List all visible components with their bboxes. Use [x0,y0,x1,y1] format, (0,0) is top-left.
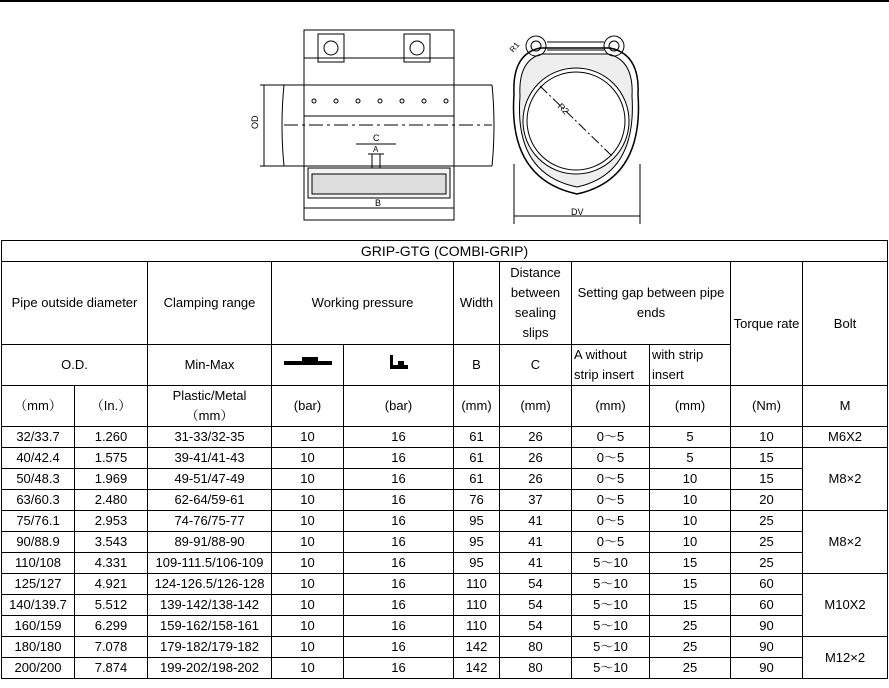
cell-c: 26 [500,448,572,469]
unit-in: （In.） [75,386,148,427]
rivet-row [312,99,448,103]
sub-gap-a: A without strip insert [572,345,650,386]
cell-range: 39-41/41-43 [148,448,272,469]
dv-label: DV [571,207,584,217]
cell-p2: 16 [344,658,454,679]
cell-in: 4.331 [75,553,148,574]
cell-c: 41 [500,553,572,574]
cell-range: 199-202/198-202 [148,658,272,679]
cell-p2: 16 [344,595,454,616]
cell-mm: 140/139.7 [2,595,75,616]
cell-b: 110 [454,616,500,637]
cell-gb: 25 [650,658,731,679]
cell-b: 142 [454,637,500,658]
cell-c: 80 [500,637,572,658]
unit-bolt-m: M [803,386,888,427]
cell-mm: 32/33.7 [2,427,75,448]
cell-t: 60 [731,595,803,616]
cell-p2: 16 [344,616,454,637]
cell-gb: 10 [650,511,731,532]
cell-t: 25 [731,553,803,574]
cell-gb: 10 [650,490,731,511]
cell-gb: 25 [650,637,731,658]
cell-c: 54 [500,595,572,616]
pressure-plastic-icon [272,345,344,386]
pressure-metal-icon [344,345,454,386]
cell-range: 62-64/59-61 [148,490,272,511]
sub-b: B [454,345,500,386]
cell-in: 1.969 [75,469,148,490]
cell-c: 26 [500,469,572,490]
cell-gb: 15 [650,553,731,574]
table-row [2,511,888,532]
cell-mm: 75/76.1 [2,511,75,532]
cell-ga: 5～10 [572,553,650,574]
cell-in: 5.512 [75,595,148,616]
header-width: Width [454,262,500,345]
cell-c: 41 [500,532,572,553]
cell-mm: 90/88.9 [2,532,75,553]
table-row [2,532,888,553]
cell-t: 10 [731,427,803,448]
table-row [2,553,888,574]
table-row [2,616,888,637]
unit-mm: （mm） [2,386,75,427]
cell-t: 90 [731,637,803,658]
cell-b: 142 [454,658,500,679]
cell-range: 74-76/75-77 [148,511,272,532]
cell-p1: 10 [272,469,344,490]
cell-range: 49-51/47-49 [148,469,272,490]
cell-p2: 16 [344,469,454,490]
cell-mm: 110/108 [2,553,75,574]
cell-t: 90 [731,616,803,637]
cell-range: 179-182/179-182 [148,637,272,658]
cell-p2: 16 [344,532,454,553]
cell-bolt: M6X2 [803,427,888,448]
unit-bar-2: (bar) [344,386,454,427]
cell-p2: 16 [344,448,454,469]
cell-bolt: M8×2 [803,448,888,511]
cell-range: 109-111.5/106-109 [148,553,272,574]
unit-width-mm: (mm) [454,386,500,427]
a-label: A [373,145,379,154]
unit-gap-a-mm: (mm) [572,386,650,427]
header-bolt: Bolt [803,262,888,386]
cell-b: 110 [454,595,500,616]
cell-in: 7.078 [75,637,148,658]
header-setting-gap: Setting gap between pipe ends [572,262,731,345]
cell-gb: 25 [650,616,731,637]
clamp-technical-drawing [0,4,889,236]
cell-ga: 0～5 [572,511,650,532]
cell-t: 60 [731,574,803,595]
header-pipe-od: Pipe outside diameter [2,262,148,345]
cell-ga: 5～10 [572,616,650,637]
cell-range: 159-162/158-161 [148,616,272,637]
cell-ga: 0～5 [572,469,650,490]
cell-b: 61 [454,469,500,490]
sub-gap-b: with strip insert [650,345,731,386]
header-clamping-range: Clamping range [148,262,272,345]
table-row [2,427,888,448]
r1-label: R1 [507,40,522,55]
cell-p2: 16 [344,490,454,511]
cell-in: 4.921 [75,574,148,595]
cell-bolt: M10X2 [803,574,888,637]
sub-c: C [500,345,572,386]
unit-gap-b-mm: (mm) [650,386,731,427]
cell-p2: 16 [344,553,454,574]
cell-p1: 10 [272,574,344,595]
top-rule [0,0,889,2]
cell-p1: 10 [272,658,344,679]
side-view-drawing [260,30,494,220]
cell-mm: 63/60.3 [2,490,75,511]
cell-t: 20 [731,490,803,511]
cell-bolt: M12×2 [803,637,888,679]
cell-c: 80 [500,658,572,679]
cell-ga: 5～10 [572,658,650,679]
cell-in: 3.543 [75,532,148,553]
cell-gb: 10 [650,469,731,490]
cell-p1: 10 [272,637,344,658]
cell-ga: 0～5 [572,532,650,553]
od-label: OD [250,115,260,129]
cell-c: 54 [500,616,572,637]
table-row [2,637,888,658]
unit-torque-nm: (Nm) [731,386,803,427]
spec-table [1,240,888,679]
table-row [2,490,888,511]
header-distance: Distance between sealing slips [500,262,572,345]
cell-gb: 15 [650,595,731,616]
cell-p1: 10 [272,595,344,616]
cell-b: 110 [454,574,500,595]
cell-t: 15 [731,469,803,490]
cell-t: 25 [731,511,803,532]
cell-in: 1.260 [75,427,148,448]
cell-mm: 160/159 [2,616,75,637]
front-view-drawing [514,36,640,224]
cell-p2: 16 [344,427,454,448]
b-label: B [375,198,382,208]
cell-gb: 10 [650,532,731,553]
cell-in: 1.575 [75,448,148,469]
header-working-pressure: Working pressure [272,262,454,345]
cell-c: 26 [500,427,572,448]
cell-p1: 10 [272,553,344,574]
cell-ga: 5～10 [572,574,650,595]
table-row [2,595,888,616]
cell-range: 139-142/138-142 [148,595,272,616]
cell-in: 6.299 [75,616,148,637]
cell-p2: 16 [344,574,454,595]
cell-b: 95 [454,511,500,532]
sub-minmax: Min-Max [148,345,272,386]
cell-ga: 5～10 [572,595,650,616]
r2-label: R2 [555,101,571,117]
cell-p2: 16 [344,637,454,658]
header-torque: Torque rate [731,262,803,386]
cell-ga: 0～5 [572,427,650,448]
cell-t: 15 [731,448,803,469]
cell-bolt: M8×2 [803,511,888,574]
cell-b: 61 [454,427,500,448]
cell-gb: 5 [650,448,731,469]
cell-p1: 10 [272,511,344,532]
cell-b: 76 [454,490,500,511]
cell-p1: 10 [272,490,344,511]
cell-mm: 180/180 [2,637,75,658]
cell-range: 124-126.5/126-128 [148,574,272,595]
table-row [2,658,888,679]
cell-c: 37 [500,490,572,511]
cell-gb: 5 [650,427,731,448]
unit-bar-1: (bar) [272,386,344,427]
cell-gb: 15 [650,574,731,595]
cell-c: 41 [500,511,572,532]
cell-in: 2.953 [75,511,148,532]
cell-c: 54 [500,574,572,595]
cell-ga: 5～10 [572,637,650,658]
table-row [2,574,888,595]
cell-in: 7.874 [75,658,148,679]
cell-in: 2.480 [75,490,148,511]
cell-mm: 40/42.4 [2,448,75,469]
table-row [2,469,888,490]
cell-ga: 0～5 [572,448,650,469]
cell-p2: 16 [344,511,454,532]
sub-od: O.D. [2,345,148,386]
c-label: C [373,133,380,143]
unit-distance-mm: (mm) [500,386,572,427]
table-row [2,448,888,469]
cell-b: 95 [454,553,500,574]
cell-t: 25 [731,532,803,553]
cell-b: 95 [454,532,500,553]
table-title: GRIP-GTG (COMBI-GRIP) [2,241,888,262]
cell-range: 31-33/32-35 [148,427,272,448]
cell-mm: 50/48.3 [2,469,75,490]
cell-ga: 0～5 [572,490,650,511]
unit-plastic-metal: Plastic/Metal （mm） [148,386,272,427]
spec-rows [2,427,888,679]
cell-t: 90 [731,658,803,679]
cell-p1: 10 [272,616,344,637]
cell-p1: 10 [272,532,344,553]
cell-p1: 10 [272,427,344,448]
cell-b: 61 [454,448,500,469]
cell-p1: 10 [272,448,344,469]
cell-mm: 125/127 [2,574,75,595]
cell-range: 89-91/88-90 [148,532,272,553]
cell-mm: 200/200 [2,658,75,679]
